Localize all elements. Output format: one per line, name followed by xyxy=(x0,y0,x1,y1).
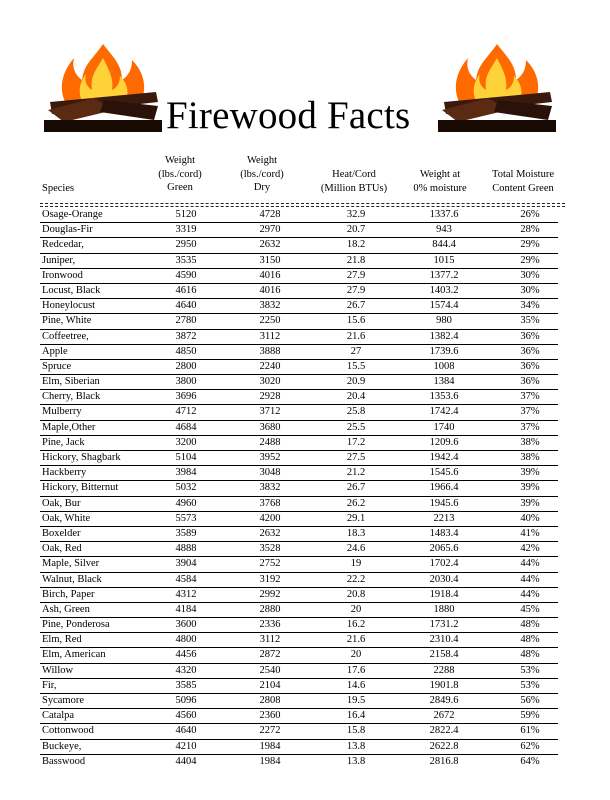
cell-species: Oak, Red xyxy=(42,543,82,555)
cell-green: 4960 xyxy=(175,497,197,509)
cell-moisture: 44% xyxy=(520,573,540,585)
table-row xyxy=(40,254,558,269)
cell-weight0: 980 xyxy=(436,315,452,327)
cell-weight0: 2822.4 xyxy=(429,725,459,737)
cell-heat: 22.2 xyxy=(346,573,366,585)
cell-species: Hickory, Bitternut xyxy=(42,482,119,494)
cell-green: 5120 xyxy=(175,209,197,220)
cell-moisture: 34% xyxy=(520,300,540,312)
table-row xyxy=(40,345,558,360)
cell-green: 4456 xyxy=(175,649,197,661)
table-row xyxy=(40,360,558,375)
cell-weight0: 1731.2 xyxy=(429,619,459,631)
cell-dry: 1984 xyxy=(259,740,281,752)
table-row xyxy=(40,664,558,679)
table-row xyxy=(40,314,558,329)
table-row xyxy=(40,755,558,770)
cell-dry: 3712 xyxy=(259,406,281,418)
cell-dry: 4016 xyxy=(259,284,281,296)
cell-moisture: 48% xyxy=(520,634,540,646)
cell-weight0: 2849.6 xyxy=(429,695,459,706)
cell-weight0: 2310.4 xyxy=(429,634,459,646)
table-row xyxy=(40,284,558,299)
header-weight-green: Weight (lbs./cord) Green xyxy=(158,155,202,193)
cell-weight0: 1403.2 xyxy=(429,284,459,296)
table-row xyxy=(40,648,558,663)
cell-weight0: 1015 xyxy=(433,254,455,266)
cell-dry: 3832 xyxy=(259,482,281,494)
cell-dry: 2928 xyxy=(259,391,281,403)
cell-green: 3696 xyxy=(175,391,197,403)
cell-dry: 2336 xyxy=(259,619,281,631)
cell-moisture: 26% xyxy=(520,209,540,220)
cell-moisture: 42% xyxy=(520,543,540,555)
cell-weight0: 1880 xyxy=(433,603,455,615)
cell-weight0: 1742.4 xyxy=(429,406,459,418)
cell-species: Willow xyxy=(42,664,74,676)
cell-heat: 21.6 xyxy=(346,330,366,342)
cell-weight0: 1353.6 xyxy=(429,391,459,403)
cell-species: Douglas-Fir xyxy=(42,224,93,236)
table-row xyxy=(40,238,558,253)
header-species: Species xyxy=(42,183,75,194)
table-row xyxy=(40,405,558,420)
cell-species: Ash, Green xyxy=(42,603,90,615)
cell-green: 5032 xyxy=(175,482,197,494)
table-row xyxy=(40,223,558,238)
cell-dry: 3112 xyxy=(259,330,281,342)
table-row xyxy=(40,740,558,755)
table-row xyxy=(40,512,558,527)
cell-species: Coffeetree, xyxy=(42,330,89,342)
cell-dry: 2240 xyxy=(259,360,281,372)
cell-moisture: 30% xyxy=(520,269,540,281)
table-row xyxy=(40,603,558,618)
table-row xyxy=(40,481,558,496)
table-header xyxy=(0,150,610,200)
cell-species: Elm, Siberian xyxy=(42,376,100,388)
cell-weight0: 2213 xyxy=(433,512,455,524)
cell-green: 5096 xyxy=(175,695,197,706)
cell-species: Pine, Jack xyxy=(42,436,85,448)
table-row xyxy=(40,724,558,739)
cell-green: 4850 xyxy=(175,345,197,357)
cell-weight0: 1209.6 xyxy=(429,436,459,448)
table-row xyxy=(40,375,558,390)
cell-species: Fir, xyxy=(42,679,57,691)
cell-heat: 29.1 xyxy=(346,512,366,524)
page-title: Firewood Facts xyxy=(166,94,411,137)
table-row xyxy=(40,208,558,223)
cell-green: 4210 xyxy=(175,740,197,752)
cell-moisture: 62% xyxy=(520,740,540,752)
cell-green: 3600 xyxy=(175,619,197,631)
cell-dry: 2104 xyxy=(259,679,281,691)
table-row xyxy=(40,679,558,694)
cell-green: 3535 xyxy=(175,254,197,266)
cell-heat: 15.5 xyxy=(346,360,366,372)
cell-species: Elm, Red xyxy=(42,634,82,646)
cell-heat: 15.8 xyxy=(346,725,366,737)
cell-green: 4560 xyxy=(175,710,197,722)
cell-weight0: 1382.4 xyxy=(429,330,459,342)
cell-weight0: 1740 xyxy=(433,421,455,433)
cell-moisture: 61% xyxy=(520,725,540,737)
cell-moisture: 37% xyxy=(520,406,540,418)
cell-dry: 3020 xyxy=(259,376,281,388)
cell-moisture: 37% xyxy=(520,421,540,433)
cell-green: 4404 xyxy=(175,755,197,767)
cell-moisture: 37% xyxy=(520,391,540,403)
cell-heat: 19 xyxy=(350,558,362,570)
cell-green: 4712 xyxy=(175,406,197,418)
cell-dry: 2272 xyxy=(259,725,281,737)
table-row xyxy=(40,633,558,648)
cell-weight0: 1966.4 xyxy=(429,482,459,494)
cell-moisture: 36% xyxy=(520,330,540,342)
table-row xyxy=(40,299,558,314)
cell-heat: 21.2 xyxy=(346,467,366,479)
header-total-moisture: Total Moisture Content Green xyxy=(492,169,554,194)
cell-dry: 3528 xyxy=(259,543,281,555)
table-row xyxy=(40,694,558,709)
cell-heat: 26.7 xyxy=(346,482,366,494)
cell-moisture: 59% xyxy=(520,710,540,722)
cell-heat: 17.2 xyxy=(346,436,366,448)
cell-heat: 18.3 xyxy=(346,527,366,539)
cell-green: 4584 xyxy=(175,573,197,585)
cell-weight0: 1384 xyxy=(433,376,455,388)
cell-moisture: 35% xyxy=(520,315,540,327)
cell-green: 2950 xyxy=(175,239,197,251)
cell-moisture: 39% xyxy=(520,467,540,479)
cell-dry: 2752 xyxy=(259,558,281,570)
cell-heat: 25.8 xyxy=(346,406,366,418)
cell-species: Spruce xyxy=(42,360,72,372)
cell-green: 3800 xyxy=(175,376,197,388)
cell-green: 4684 xyxy=(175,421,197,433)
table-row xyxy=(40,436,558,451)
cell-heat: 26.2 xyxy=(346,497,366,509)
cell-moisture: 45% xyxy=(520,603,540,615)
cell-species: Honeylocust xyxy=(42,300,96,312)
cell-moisture: 48% xyxy=(520,649,540,661)
cell-heat: 16.4 xyxy=(346,710,366,722)
cell-dry: 3952 xyxy=(259,452,281,463)
table-row xyxy=(40,451,558,466)
cell-dry: 4016 xyxy=(259,269,281,281)
cell-dry: 3150 xyxy=(259,254,281,266)
cell-dry: 3680 xyxy=(259,421,281,433)
cell-species: Hackberry xyxy=(42,467,87,479)
cell-green: 4184 xyxy=(175,603,197,615)
cell-weight0: 1702.4 xyxy=(429,558,459,570)
cell-species: Boxelder xyxy=(42,527,81,539)
cell-green: 3200 xyxy=(175,436,197,448)
cell-heat: 19.5 xyxy=(346,695,366,706)
cell-heat: 18.2 xyxy=(346,239,366,251)
cell-heat: 27.9 xyxy=(346,284,366,296)
cell-dry: 2992 xyxy=(259,588,281,600)
cell-species: Oak, Bur xyxy=(42,497,81,509)
cell-moisture: 56% xyxy=(520,695,540,706)
table-row xyxy=(40,497,558,512)
cell-weight0: 2065.6 xyxy=(429,543,459,555)
cell-green: 3585 xyxy=(175,679,197,691)
cell-weight0: 1739.6 xyxy=(429,345,459,357)
cell-green: 4312 xyxy=(175,588,197,600)
cell-dry: 3768 xyxy=(259,497,281,509)
cell-weight0: 1008 xyxy=(433,360,455,372)
cell-species: Ironwood xyxy=(42,269,83,281)
cell-species: Birch, Paper xyxy=(42,588,95,600)
cell-dry: 2872 xyxy=(259,649,281,661)
cell-dry: 3112 xyxy=(259,634,281,646)
cell-weight0: 1574.4 xyxy=(429,300,459,312)
cell-green: 3984 xyxy=(175,467,197,479)
cell-heat: 21.6 xyxy=(346,634,366,646)
cell-heat: 13.8 xyxy=(346,755,366,767)
cell-moisture: 53% xyxy=(520,664,540,676)
cell-moisture: 29% xyxy=(520,239,540,251)
cell-species: Cottonwood xyxy=(42,725,94,737)
cell-moisture: 38% xyxy=(520,452,540,463)
cell-species: Cherry, Black xyxy=(42,391,101,403)
fireplace-flames-icon xyxy=(438,40,556,132)
cell-species: Walnut, Black xyxy=(42,573,102,585)
cell-moisture: 40% xyxy=(520,512,540,524)
cell-species: Mulberry xyxy=(42,406,82,418)
cell-weight0: 844.4 xyxy=(432,239,456,251)
cell-dry: 2360 xyxy=(259,710,281,722)
cell-heat: 24.6 xyxy=(346,543,366,555)
cell-green: 5573 xyxy=(175,512,197,524)
cell-moisture: 48% xyxy=(520,619,540,631)
cell-moisture: 64% xyxy=(520,755,540,767)
cell-green: 4888 xyxy=(175,543,197,555)
cell-moisture: 39% xyxy=(520,482,540,494)
cell-dry: 3888 xyxy=(259,345,281,357)
cell-dry: 2808 xyxy=(259,695,281,706)
cell-heat: 20.9 xyxy=(346,376,366,388)
cell-weight0: 2672 xyxy=(433,710,455,722)
cell-species: Locust, Black xyxy=(42,284,101,296)
cell-weight0: 2816.8 xyxy=(429,755,459,767)
table-row xyxy=(40,588,558,603)
cell-moisture: 38% xyxy=(520,436,540,448)
cell-weight0: 1942.4 xyxy=(429,452,459,463)
firewood-table xyxy=(0,208,610,770)
cell-species: Sycamore xyxy=(42,695,84,706)
cell-heat: 32.9 xyxy=(346,209,366,220)
cell-green: 4800 xyxy=(175,634,197,646)
cell-heat: 21.8 xyxy=(346,254,366,266)
cell-species: Buckeye, xyxy=(42,740,82,752)
cell-dry: 2880 xyxy=(259,603,281,615)
cell-heat: 20 xyxy=(350,603,362,615)
table-row xyxy=(40,466,558,481)
table-row xyxy=(40,557,558,572)
header-weight-dry: Weight (lbs./cord) Dry xyxy=(240,155,284,193)
cell-heat: 20.4 xyxy=(346,391,366,403)
cell-dry: 4728 xyxy=(259,209,281,220)
cell-species: Osage-Orange xyxy=(42,209,103,220)
header-weight-zero-moisture: Weight at 0% moisture xyxy=(413,169,467,194)
cell-heat: 16.2 xyxy=(346,619,366,631)
cell-species: Apple xyxy=(42,345,68,357)
header-divider xyxy=(40,203,565,204)
cell-species: Elm, American xyxy=(42,649,106,661)
cell-green: 3904 xyxy=(175,558,197,570)
cell-green: 3872 xyxy=(175,330,197,342)
cell-dry: 3832 xyxy=(259,300,281,312)
cell-moisture: 30% xyxy=(520,284,540,296)
cell-dry: 2250 xyxy=(259,315,281,327)
cell-heat: 15.6 xyxy=(346,315,366,327)
cell-weight0: 1377.2 xyxy=(429,269,459,281)
cell-weight0: 2158.4 xyxy=(429,649,459,661)
cell-moisture: 53% xyxy=(520,679,540,691)
cell-moisture: 29% xyxy=(520,254,540,266)
cell-heat: 25.5 xyxy=(346,421,366,433)
cell-moisture: 36% xyxy=(520,376,540,388)
cell-green: 3589 xyxy=(175,527,197,539)
cell-weight0: 1901.8 xyxy=(429,679,459,691)
table-row xyxy=(40,542,558,557)
cell-dry: 3192 xyxy=(259,573,281,585)
cell-moisture: 41% xyxy=(520,527,540,539)
cell-dry: 2488 xyxy=(259,436,281,448)
cell-dry: 4200 xyxy=(259,512,281,524)
cell-species: Basswood xyxy=(42,755,86,767)
table-row xyxy=(40,709,558,724)
cell-moisture: 36% xyxy=(520,360,540,372)
cell-heat: 27 xyxy=(350,345,362,357)
cell-weight0: 2622.8 xyxy=(429,740,459,752)
cell-heat: 20.7 xyxy=(346,224,366,236)
cell-moisture: 44% xyxy=(520,558,540,570)
cell-weight0: 1483.4 xyxy=(429,527,459,539)
cell-species: Catalpa xyxy=(42,710,75,722)
cell-moisture: 44% xyxy=(520,588,540,600)
cell-dry: 1984 xyxy=(259,755,281,767)
cell-species: Pine, Ponderosa xyxy=(42,619,110,631)
header-divider xyxy=(40,206,565,207)
cell-weight0: 1918.4 xyxy=(429,588,459,600)
table-row xyxy=(40,618,558,633)
cell-species: Pine, White xyxy=(42,315,92,327)
cell-green: 5104 xyxy=(175,452,197,463)
cell-species: Maple,Other xyxy=(42,421,96,433)
cell-heat: 14.6 xyxy=(346,679,366,691)
cell-weight0: 943 xyxy=(436,224,452,236)
cell-green: 4590 xyxy=(175,269,197,281)
cell-heat: 27.5 xyxy=(346,452,366,463)
cell-weight0: 1337.6 xyxy=(429,209,459,220)
cell-heat: 20.8 xyxy=(346,588,366,600)
cell-green: 4616 xyxy=(175,284,197,296)
cell-green: 3319 xyxy=(175,224,197,236)
cell-heat: 13.8 xyxy=(346,740,366,752)
cell-dry: 2540 xyxy=(259,664,281,676)
cell-dry: 2632 xyxy=(259,239,281,251)
cell-dry: 3048 xyxy=(259,467,281,479)
cell-species: Maple, Silver xyxy=(42,558,100,570)
cell-species: Juniper, xyxy=(42,254,76,266)
cell-green: 4640 xyxy=(175,725,197,737)
cell-green: 4640 xyxy=(175,300,197,312)
cell-species: Redcedar, xyxy=(42,239,84,251)
cell-heat: 20 xyxy=(350,649,362,661)
cell-moisture: 39% xyxy=(520,497,540,509)
cell-moisture: 36% xyxy=(520,345,540,357)
cell-weight0: 2030.4 xyxy=(429,573,459,585)
cell-heat: 27.9 xyxy=(346,269,366,281)
table-row xyxy=(40,527,558,542)
table-row xyxy=(40,421,558,436)
header-heat-cord: Heat/Cord (Million BTUs) xyxy=(320,169,388,194)
cell-green: 2780 xyxy=(175,315,197,327)
table-row xyxy=(40,390,558,405)
table-row xyxy=(40,269,558,284)
cell-green: 2800 xyxy=(175,360,197,372)
cell-green: 4320 xyxy=(175,664,197,676)
cell-weight0: 1945.6 xyxy=(429,497,459,509)
cell-heat: 17.6 xyxy=(346,664,366,676)
cell-species: Hickory, Shagbark xyxy=(42,452,121,463)
cell-moisture: 28% xyxy=(520,224,540,236)
cell-weight0: 2288 xyxy=(433,664,455,676)
table-row xyxy=(40,573,558,588)
cell-species: Oak, White xyxy=(42,512,91,524)
table-row xyxy=(40,330,558,345)
cell-dry: 2970 xyxy=(259,224,281,236)
cell-dry: 2632 xyxy=(259,527,281,539)
cell-heat: 26.7 xyxy=(346,300,366,312)
cell-weight0: 1545.6 xyxy=(429,467,459,479)
fireplace-flames-icon xyxy=(44,40,162,132)
